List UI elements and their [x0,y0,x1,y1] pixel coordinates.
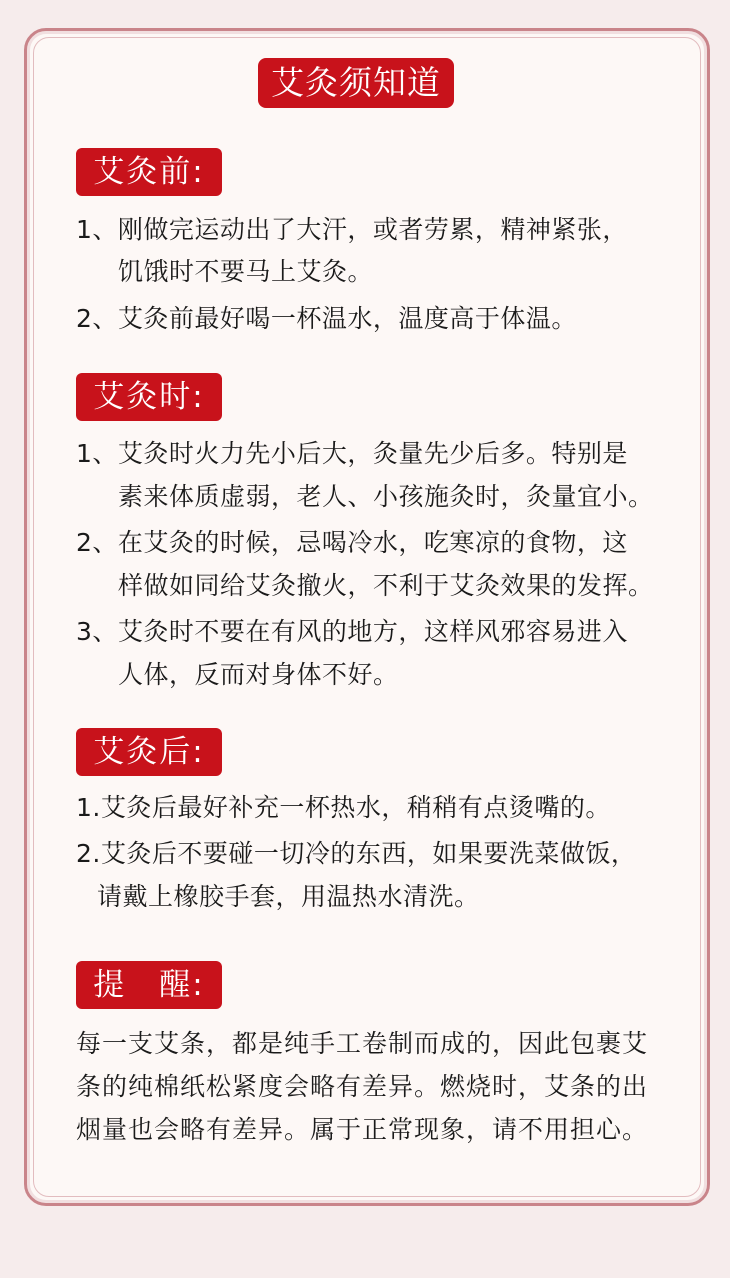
page-title: 艾灸须知道 [258,58,454,108]
reminder-line-3: 烟量也会略有差异。属于正常现象，请不用担心。 [76,1115,649,1144]
section-label-after: 艾灸后: [76,728,222,776]
section-label-reminder: 提 醒: [76,961,222,1009]
during-item-1-line-1: 1、艾灸时火力先小后大，灸量先少后多。特别是 [76,439,628,468]
during-item-3-line-1: 3、艾灸时不要在有风的地方，这样风邪容易进入 [76,617,628,646]
during-item-3-line-2: 人体，反而对身体不好。 [118,660,399,689]
during-item-2-line-2: 样做如同给艾灸撤火，不利于艾灸效果的发挥。 [118,571,654,600]
after-item-2-line-2: 请戴上橡胶手套，用温热水清洗。 [97,882,480,911]
reminder-line-2: 条的纯棉纸松紧度会略有差异。燃烧时，艾条的出 [76,1072,649,1101]
after-item-2-line-1: 2.艾灸后不要碰一切冷的东西，如果要洗菜做饭， [76,839,637,868]
before-item-2-line-1: 2、艾灸前最好喝一杯温水，温度高于体温。 [76,304,577,333]
reminder-line-1: 每一支艾条，都是纯手工卷制而成的，因此包裹艾 [76,1029,649,1058]
before-item-1-line-2: 饥饿时不要马上艾灸。 [118,257,374,286]
before-item-1-line-1: 1、刚做完运动出了大汗，或者劳累，精神紧张， [76,215,628,244]
section-label-during: 艾灸时: [76,373,222,421]
during-item-1-line-2: 素来体质虚弱，老人、小孩施灸时，灸量宜小。 [118,482,654,511]
during-item-2-line-1: 2、在艾灸的时候，忌喝冷水，吃寒凉的食物，这 [76,528,628,557]
after-item-1-line-1: 1.艾灸后最好补充一杯热水，稍稍有点烫嘴的。 [76,793,611,822]
section-label-before: 艾灸前: [76,148,222,196]
reminder-paragraph [76,1022,692,1151]
